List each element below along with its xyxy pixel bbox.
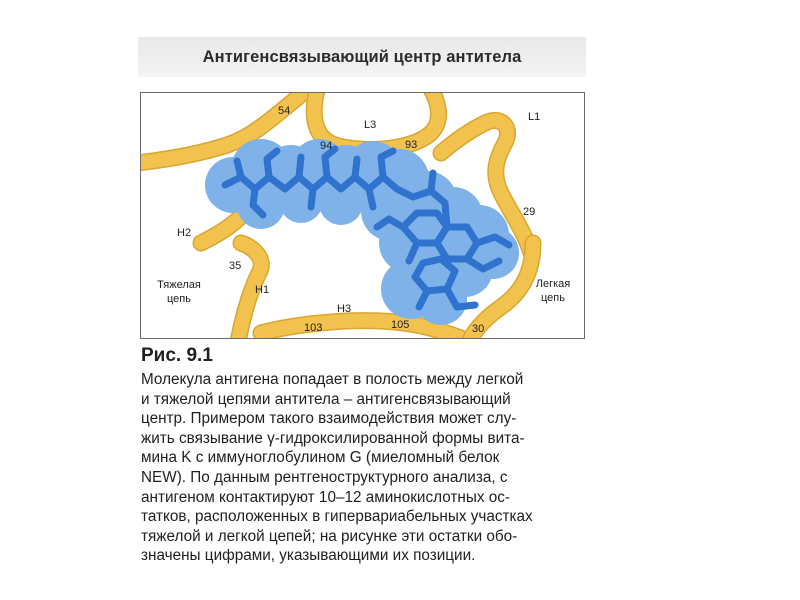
heavy-chain-label-line1: Тяжелая <box>157 279 201 291</box>
loop-label-l1: L1 <box>528 111 541 123</box>
caption-line: антигеном контактируют 10–12 аминокислотных ос- <box>141 488 510 506</box>
figure-header-bar <box>138 37 586 77</box>
heavy-chain-label <box>149 279 209 307</box>
caption-line: NEW). По данным рентгеноструктурного анализа, с <box>141 468 508 486</box>
caption-line: и тяжелой цепями антитела – антигенсвязывающий <box>141 390 511 408</box>
loop-label-l3: L3 <box>364 119 377 131</box>
figure-caption <box>141 370 591 566</box>
residue-label-54: 54 <box>278 105 291 117</box>
residue-label-94: 94 <box>320 140 333 152</box>
residue-label-30: 30 <box>472 323 485 335</box>
caption-line: татков, расположенных в гипервариабельных участках <box>141 508 533 526</box>
light-chain-label-line2: цепь <box>541 291 565 304</box>
figure-number: Рис. 9.1 <box>141 345 213 366</box>
light-chain-label <box>527 278 579 306</box>
loop-label-h2: H2 <box>177 227 192 239</box>
loop-label-h1: H1 <box>255 284 270 296</box>
residue-label-93: 93 <box>405 139 418 151</box>
antibody-binding-site-figure <box>140 92 585 339</box>
caption-line: жить связывание γ-гидроксилированной формы вита- <box>141 429 525 447</box>
caption-line: значены цифрами, указывающими их позиции. <box>141 547 476 565</box>
caption-line: мина K с иммуноглобулином G (миеломный белок <box>141 449 500 467</box>
caption-line: Молекула антигена попадает в полость между легкой <box>141 371 524 388</box>
residue-label-103: 103 <box>304 322 323 334</box>
residue-label-105: 105 <box>391 319 410 331</box>
residue-label-35: 35 <box>229 260 242 272</box>
heavy-chain-label-line2: цепь <box>167 292 191 305</box>
caption-line: центр. Примером такого взаимодействия может слу- <box>141 410 517 428</box>
caption-line: тяжелой и легкой цепей; на рисунке эти остатки обо- <box>141 527 518 545</box>
loop-label-h3: H3 <box>337 303 352 315</box>
figure-title: Антигенсвязывающий центр антитела <box>202 47 522 66</box>
light-chain-label-line1: Легкая <box>535 278 571 290</box>
residue-label-29: 29 <box>523 206 536 218</box>
